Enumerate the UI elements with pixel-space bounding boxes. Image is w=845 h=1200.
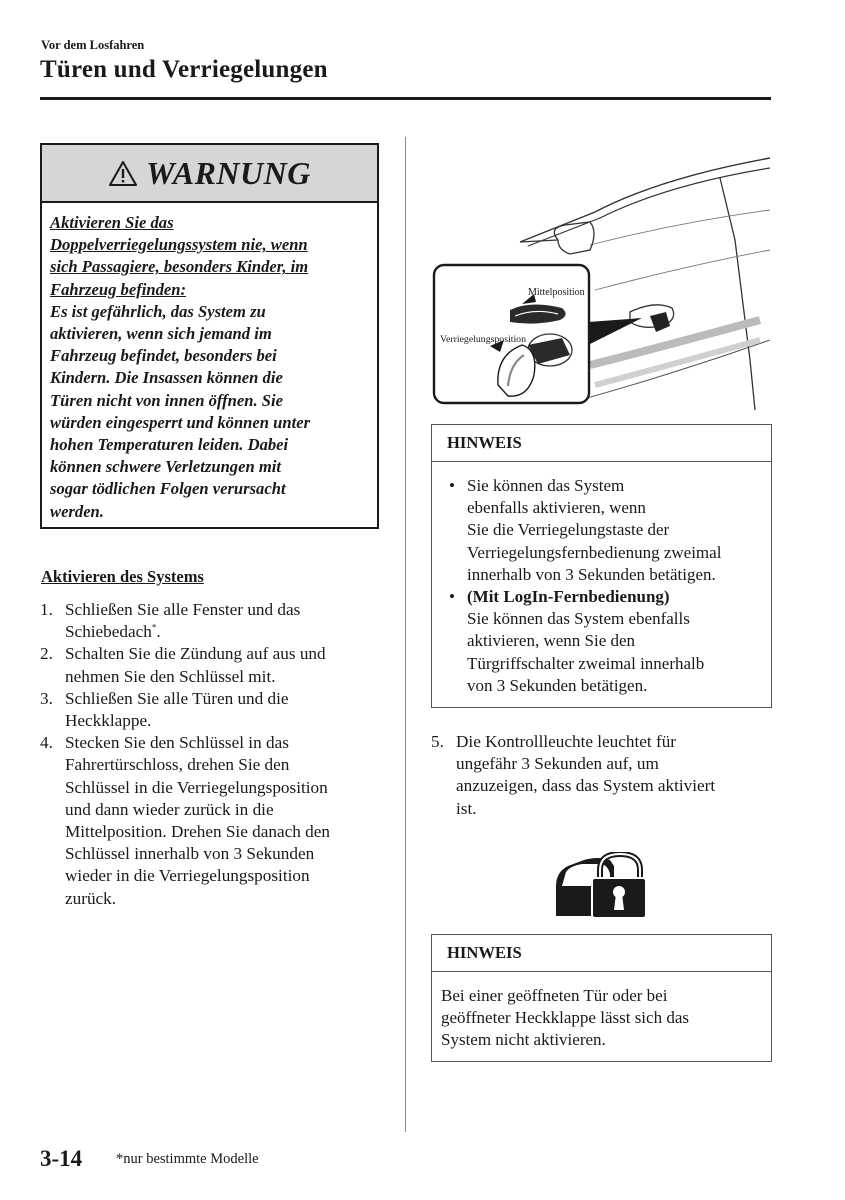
- warning-body-line: Türen nicht von innen öffnen. Sie: [50, 390, 283, 410]
- warning-body-line: aktivieren, wenn sich jemand im: [50, 324, 272, 344]
- step-line: Die Kontrollleuchte leuchtet für: [456, 732, 677, 751]
- step-line: [65, 621, 380, 643]
- bullet: •: [449, 476, 455, 495]
- note-line: Verriegelungsfernbedienung zweimal: [467, 542, 722, 562]
- note-list-item: [449, 475, 765, 586]
- title-rule: [40, 97, 771, 100]
- step-line: wieder in die Verriegelungsposition: [65, 866, 310, 886]
- step-line: nehmen Sie den Schlüssel mit.: [65, 666, 276, 686]
- warning-body-line: Es ist gefährlich, das System zu: [50, 301, 266, 321]
- warning-lead-line: sich Passagiere, besonders Kinder, im: [50, 257, 309, 277]
- warning-body-line: würden eingesperrt und können unter: [50, 412, 311, 432]
- step-number: 1.: [40, 600, 53, 619]
- security-indicator-lock-icon: [554, 852, 646, 918]
- note-line: System nicht aktivieren.: [441, 1030, 606, 1050]
- footnote: *nur bestimmte Modelle: [116, 1151, 259, 1167]
- note-line: von 3 Sekunden betätigen.: [467, 675, 648, 695]
- step-item: [40, 599, 380, 643]
- step-line: Heckklappe.: [65, 711, 152, 731]
- note-heading: HINWEIS: [432, 935, 771, 972]
- door-lock-illustration: [430, 150, 775, 410]
- footnote-mark: *: [151, 622, 157, 633]
- section-label: Vor dem Losfahren: [41, 38, 145, 52]
- page-title: Türen und Verriegelungen: [40, 56, 328, 83]
- note-line: Bei einer geöffneten Tür oder bei: [441, 986, 668, 1005]
- note-box: [431, 424, 772, 708]
- note-body: [441, 985, 765, 1052]
- warning-body-line: Fahrzeug befindet, besonders bei: [50, 346, 277, 366]
- note-line: geöffneter Heckklappe lässt sich das: [441, 1008, 689, 1028]
- step-number: 3.: [40, 688, 53, 708]
- step-item: [40, 732, 380, 910]
- step-item: [431, 731, 771, 820]
- note-line: Türgriffschalter zweimal innerhalb: [467, 653, 705, 673]
- note-list-item: [449, 586, 765, 697]
- note-heading: HINWEIS: [432, 425, 771, 462]
- step-line: Schließen Sie alle Türen und die: [65, 688, 289, 708]
- step-line: anzuzeigen, dass das System aktiviert: [456, 776, 716, 796]
- step-number: 2.: [40, 644, 53, 664]
- step-number: 5.: [431, 732, 444, 751]
- note-line: Sie die Verriegelungstaste der: [467, 520, 670, 540]
- step-number: 4.: [40, 733, 53, 753]
- step-line: Fahrertürschloss, drehen Sie den: [65, 755, 290, 775]
- step-line: und dann wieder zurück in die: [65, 799, 274, 819]
- steps-list: [40, 599, 380, 910]
- note-line: innerhalb von 3 Sekunden betätigen.: [467, 564, 716, 584]
- column-divider: [405, 137, 406, 1132]
- step-line: zurück.: [65, 888, 117, 908]
- step-item: [40, 643, 380, 687]
- warning-lead-line: Aktivieren Sie das: [50, 213, 174, 232]
- note-list: [449, 475, 765, 697]
- warning-lead-line: Fahrzeug befinden:: [50, 279, 186, 299]
- warning-heading: WARNUNG: [146, 154, 311, 191]
- activation-heading: Aktivieren des Systems: [41, 567, 204, 586]
- warning-body-line: können schwere Verletzungen mit: [50, 457, 281, 477]
- note-box: [431, 934, 772, 1062]
- note-line: ebenfalls aktivieren, wenn: [467, 498, 646, 518]
- middle-position-label: Mittelposition: [528, 287, 585, 298]
- note-bold-lead: (Mit LogIn-Fernbedienung): [467, 587, 670, 607]
- step-line: Stecken Sie den Schlüssel in das: [65, 733, 289, 753]
- step-line: Schlüssel innerhalb von 3 Sekunden: [65, 844, 315, 864]
- warning-body-line: werden.: [50, 501, 104, 521]
- step-line: Schließen Sie alle Fenster und das: [65, 600, 301, 619]
- warning-header: [42, 145, 377, 203]
- page-number: 3-14: [40, 1146, 83, 1171]
- note-line: Sie können das System ebenfalls: [467, 609, 690, 629]
- note-line: aktivieren, wenn Sie den: [467, 631, 636, 651]
- step-line: ist.: [456, 798, 477, 818]
- warning-text: [50, 212, 371, 523]
- step-line-tail: .: [156, 622, 161, 642]
- warning-triangle-icon: [108, 160, 138, 187]
- lock-position-label: Verriegelungsposition: [440, 334, 526, 345]
- step-line: ungefähr 3 Sekunden auf, um: [456, 754, 659, 774]
- step-line-text: Schiebedach: [65, 622, 152, 642]
- warning-body-line: hohen Temperaturen leiden. Dabei: [50, 435, 289, 455]
- step-line: Mittelposition. Drehen Sie danach den: [65, 822, 330, 842]
- note-line: Sie können das System: [467, 476, 625, 495]
- warning-body-line: sogar tödlichen Folgen verursacht: [50, 479, 286, 499]
- warning-lead-line: Doppelverriegelungssystem nie, wenn: [50, 235, 308, 255]
- step-item: [40, 688, 380, 732]
- warning-box: [40, 143, 379, 529]
- step-line: Schalten Sie die Zündung auf aus und: [65, 644, 326, 664]
- warning-body-line: Kindern. Die Insassen können die: [50, 368, 283, 388]
- bullet: •: [449, 587, 455, 607]
- step-line: Schlüssel in die Verriegelungsposition: [65, 777, 328, 797]
